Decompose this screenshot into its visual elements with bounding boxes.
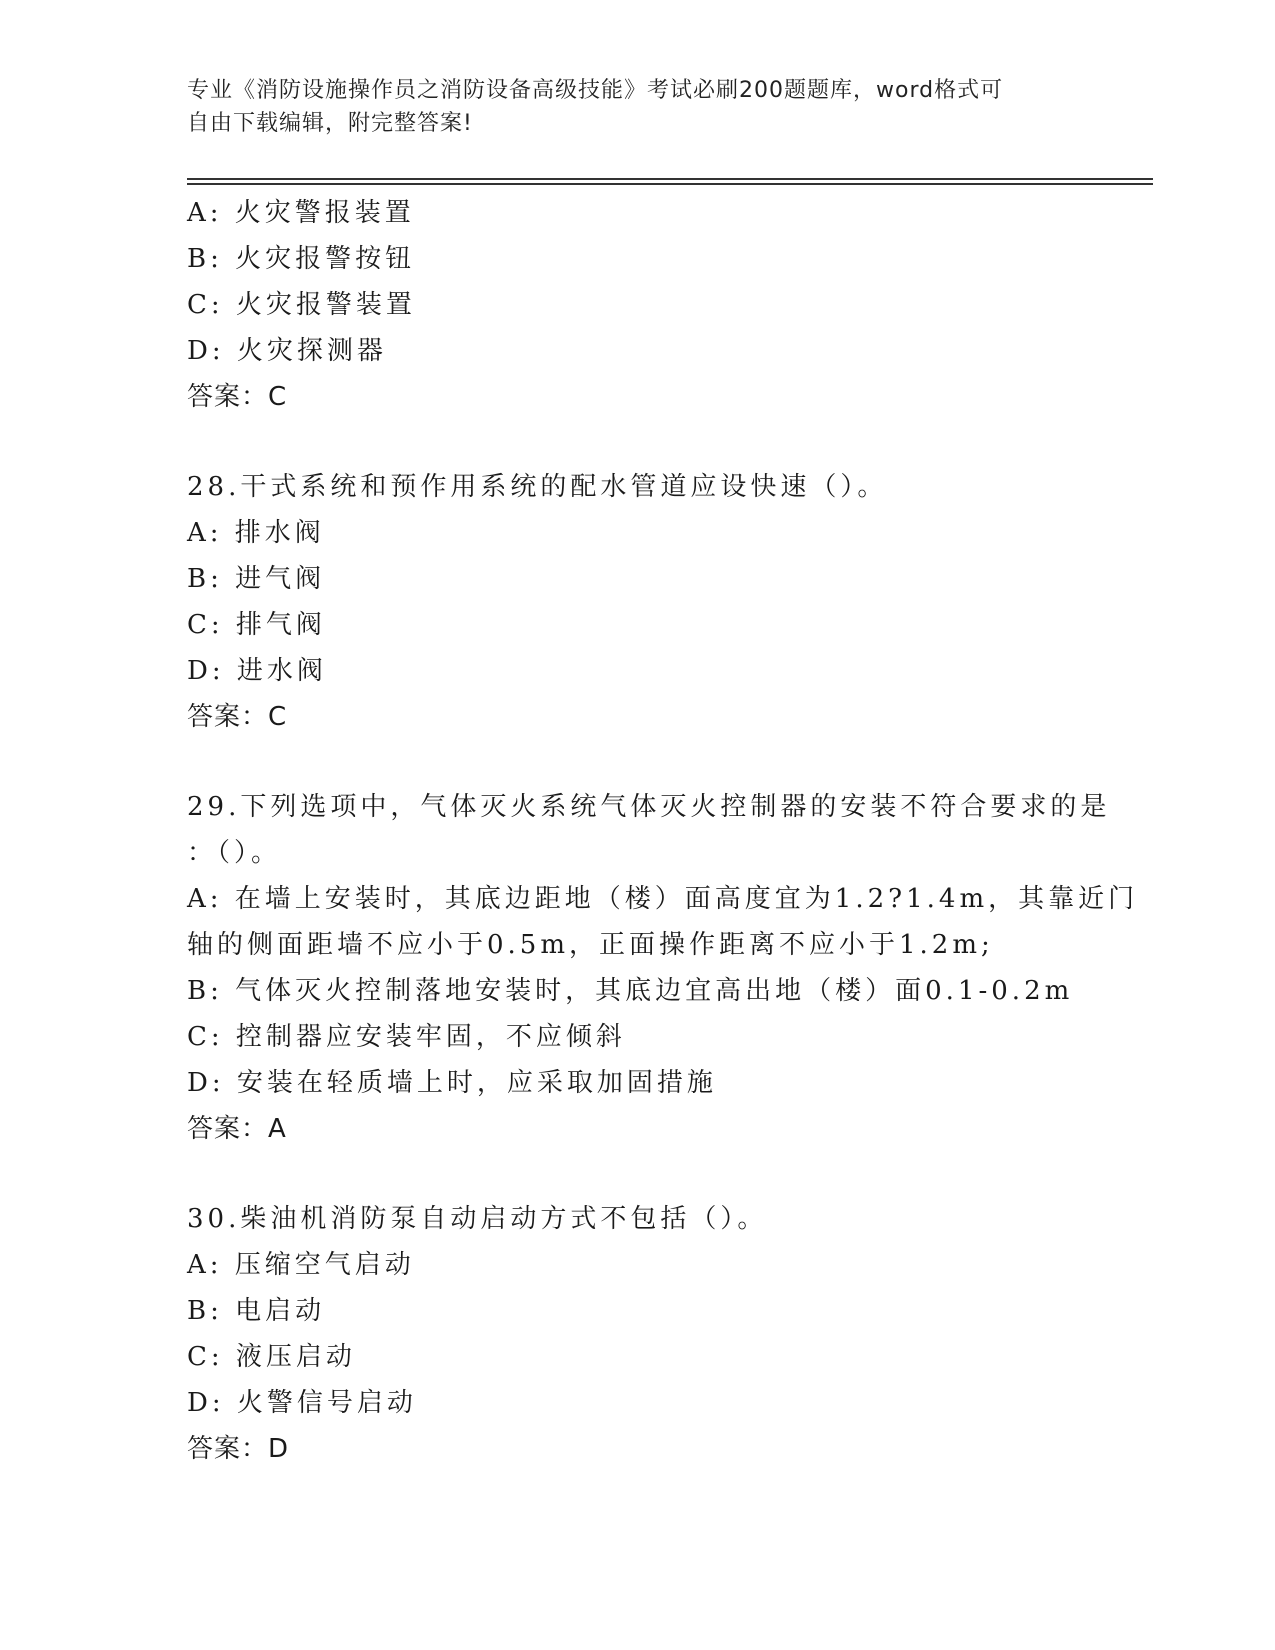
- question-text-line-1: 29.下列选项中，气体灭火系统气体灭火控制器的安装不符合要求的是: [187, 792, 1111, 822]
- answer-line: 答案：A: [187, 1114, 287, 1144]
- question-text-line-2: ：（）。: [187, 838, 282, 868]
- header-divider-top: [187, 178, 1153, 180]
- option-a-line-1: A: 在墙上安装时，其底边距地（楼）面高度宜为1.2?1.4m，其靠近门: [187, 884, 1139, 914]
- question-spacer: [187, 740, 1087, 784]
- option-a: A: 排水阀: [187, 518, 325, 548]
- question-29: [187, 784, 1139, 1152]
- header-divider-bottom: [187, 183, 1153, 185]
- question-text: 28.干式系统和预作用系统的配水管道应设快速（）。: [187, 472, 888, 502]
- option-a-line-2: 轴的侧面距墙不应小于0.5m，正面操作距离不应小于1.2m;: [187, 930, 994, 960]
- question-spacer: [187, 420, 1087, 464]
- option-d: D: 火灾探测器: [187, 336, 387, 366]
- option-b: B: 火灾报警按钮: [187, 244, 416, 274]
- question-30: [187, 1196, 1087, 1472]
- option-c: C: 火灾报警装置: [187, 290, 416, 320]
- question-spacer: [187, 1152, 1087, 1196]
- header-title-line-2: 自由下载编辑，附完整答案!: [187, 111, 473, 136]
- option-b: B: 电启动: [187, 1296, 326, 1326]
- option-a: A: 压缩空气启动: [187, 1250, 415, 1280]
- option-b: B: 进气阀: [187, 564, 326, 594]
- question-28: [187, 464, 1087, 740]
- question-list: [187, 190, 1139, 1472]
- header-title-line-1: 专业《消防设施操作员之消防设备高级技能》考试必刷200题题库，word格式可: [187, 78, 1004, 103]
- option-c: C: 排气阀: [187, 610, 326, 640]
- option-c: C: 液压启动: [187, 1342, 356, 1372]
- document-header: [187, 74, 1087, 140]
- option-a: A: 火灾警报装置: [187, 198, 415, 228]
- question-text: 30.柴油机消防泵自动启动方式不包括（）。: [187, 1204, 768, 1234]
- option-d: D: 进水阀: [187, 656, 327, 686]
- option-d: D: 安装在轻质墙上时，应采取加固措施: [187, 1068, 717, 1098]
- option-c: C: 控制器应安装牢固，不应倾斜: [187, 1022, 626, 1052]
- question-27: [187, 190, 1087, 420]
- option-d: D: 火警信号启动: [187, 1388, 417, 1418]
- option-b: B: 气体灭火控制落地安装时，其底边宜高出地（楼）面0.1-0.2m: [187, 976, 1074, 1006]
- answer-line: 答案：D: [187, 1434, 290, 1464]
- answer-line: 答案：C: [187, 702, 288, 732]
- answer-line: 答案：C: [187, 382, 288, 412]
